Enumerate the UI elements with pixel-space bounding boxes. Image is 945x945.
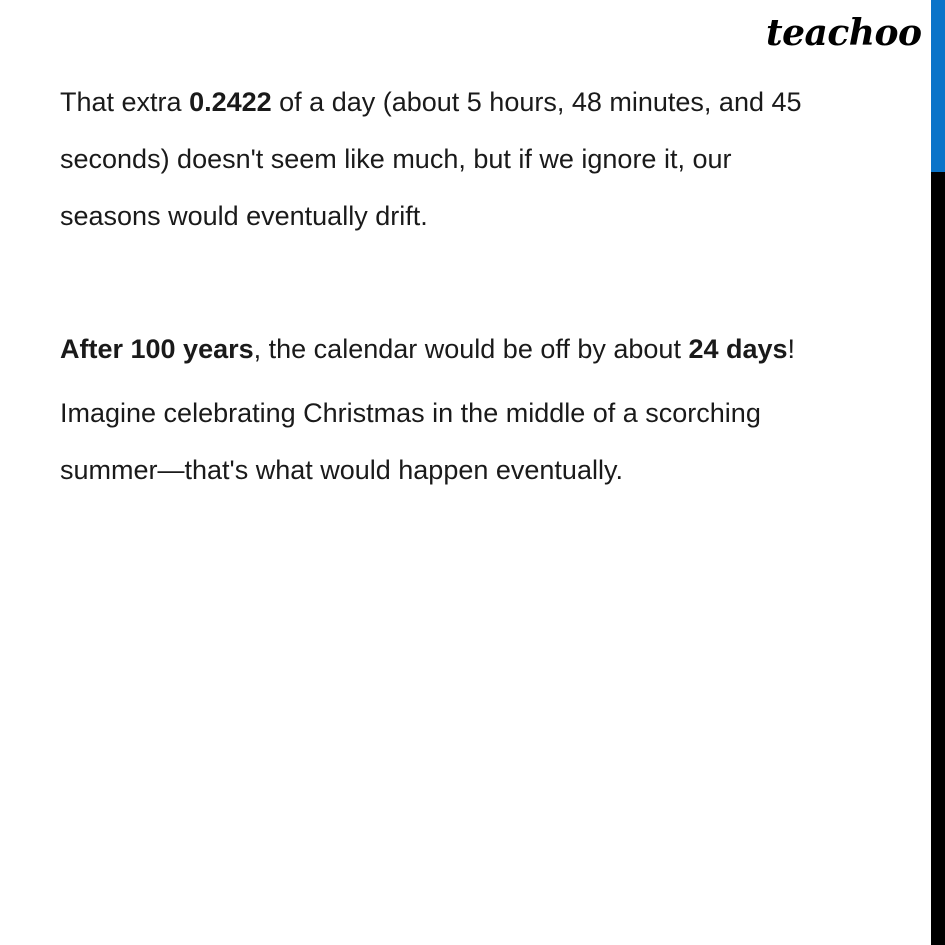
highlight-years: After 100 years xyxy=(60,334,254,364)
paragraph2-line1 xyxy=(60,333,795,365)
paragraph1-line2: seconds) doesn't seem like much, but if we ignore it, our xyxy=(60,144,732,174)
text: ! xyxy=(787,334,796,364)
side-progress-accent xyxy=(931,0,945,172)
highlight-days: 24 days xyxy=(688,334,788,364)
text: , the calendar would be off by about xyxy=(253,334,689,364)
highlight-fraction: 0.2422 xyxy=(189,87,272,117)
text: That extra xyxy=(60,87,190,117)
text: of a day (about 5 hours, 48 minutes, and 45 xyxy=(271,87,802,117)
side-progress-bar xyxy=(931,0,945,945)
teachoo-logo: teachoo xyxy=(766,12,922,54)
paragraph2-line2: Imagine celebrating Christmas in the middle of a scorching xyxy=(60,398,761,428)
paragraph1-line3: seasons would eventually drift. xyxy=(60,201,428,231)
paragraph2-line3: summer—that's what would happen eventually. xyxy=(60,455,623,485)
paragraph1-line1 xyxy=(60,86,802,118)
